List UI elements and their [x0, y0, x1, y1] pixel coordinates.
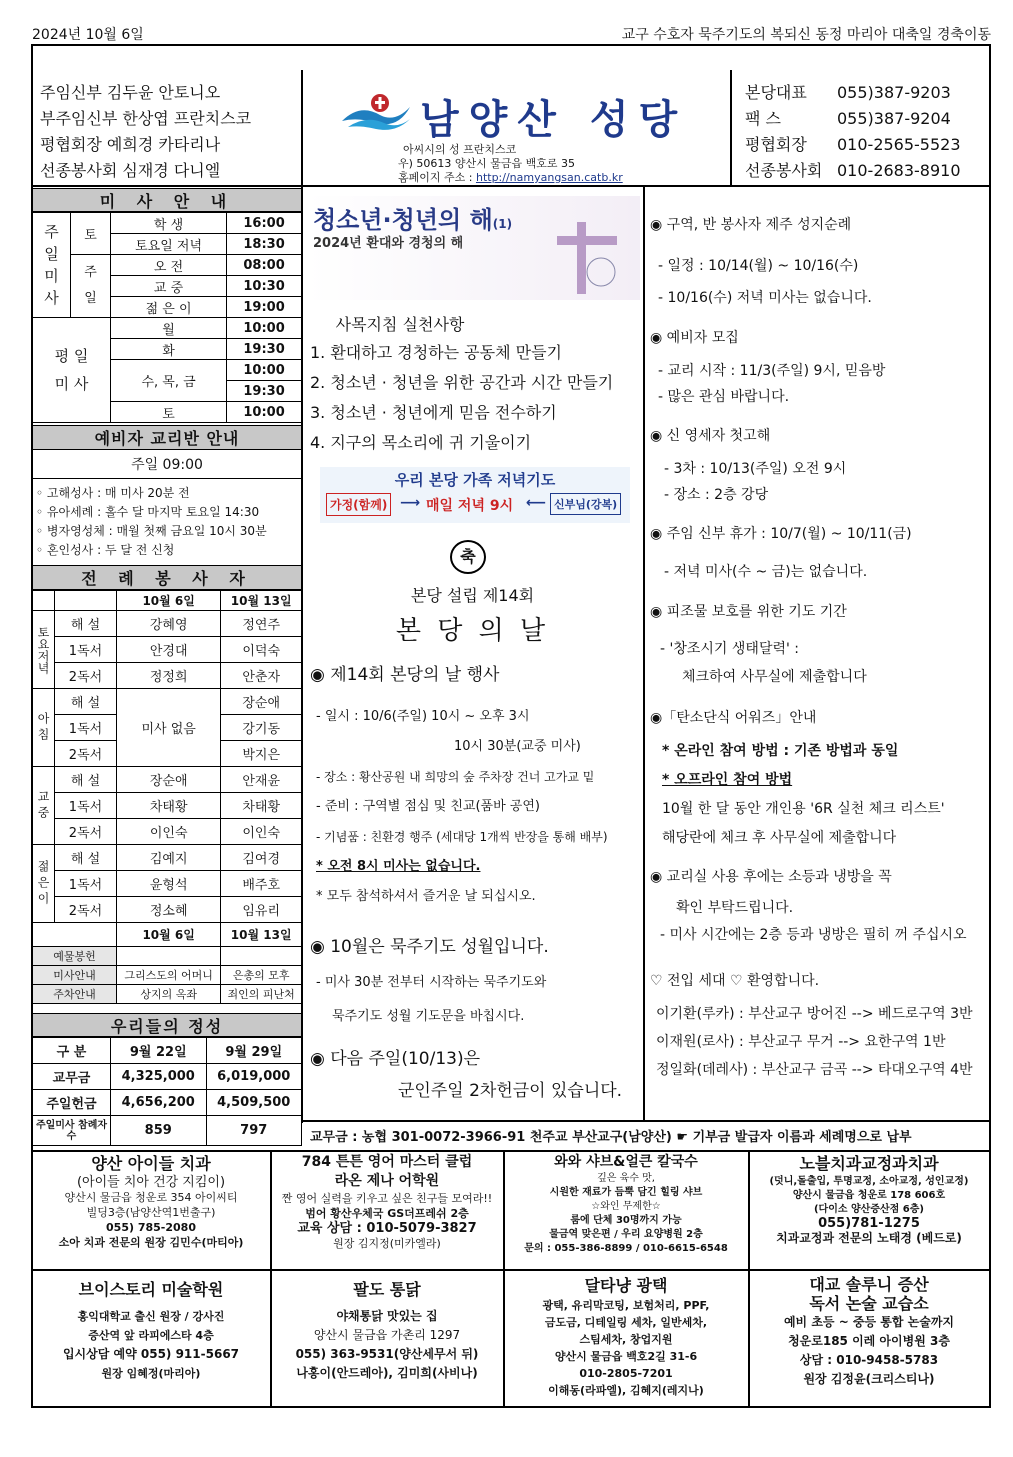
contact-row: 평협회장 010-2565-5523: [745, 135, 961, 154]
notice-heading: ◉ 피조물 보호를 위한 기도 기간: [650, 604, 847, 620]
ad-english-academy: 784 튼튼 영어 마스터 클럽 라온 제나 어학원 짠 영어 실력을 키우고 싶은 친구들 모여라!! 범어 황산우체국 GS더프레쉬 2층 교육 상담 : 010-5079-3827 원장 김지정(미카엘라): [281, 1154, 493, 1250]
notice-heading: ◉「탄소단식 어워즈」안내: [650, 710, 817, 726]
homepage-link[interactable]: http://namyangsan.catb.kr: [475, 171, 623, 184]
notice-body: - 3차 : 10/13(주일) 오전 9시 - 장소 : 2층 강당: [664, 461, 847, 503]
anniversary-subtitle: 본당 설립 제14회: [410, 586, 535, 605]
pastoral-item: 2. 청소년 · 청년을 위한 공간과 시간 만들기: [310, 373, 614, 392]
mass-table: 주 일 미 사 토 학 생 16:00 토요일 저녁 18:30 주 일 오 전 08:00 교 중 10:30 젊 은 이 19:00 평 일 미 사 월 10:00 화 19:30 수, 목, 금 10:00 19:30 토 10:00: [32, 212, 302, 423]
staff-assistant: 부주임신부 한상엽 프란치스코: [40, 109, 252, 128]
church-name: 남양산 성당: [420, 97, 688, 143]
contact-row: 본당대표 055)387-9203: [745, 83, 951, 102]
staff-pastor: 주임신부 김두윤 안토니오: [40, 83, 221, 102]
notice-body: - 저녁 미사(수 ~ 금)는 없습니다.: [664, 564, 868, 580]
sacrament-item: ◦ 혼인성사 : 두 달 전 신청: [36, 543, 175, 557]
rosary-heading: ◉ 10월은 묵주기도 성월입니다.: [310, 937, 549, 957]
ad-orthodontics: 노블치과교정과치과 (덧니,돌출입, 투명교정, 소아교정, 성인교정) 양산시 물금읍 청운로 178 606호 (다이소 양산증산점 6층) 055)781-1275 치과교정과 전문의 노태경 (베드로): [769, 1154, 969, 1245]
ad-art-academy: 브이스토리 미술학원 홍익대학교 출신 원장 / 강사진 증산역 앞 라피에스타 4층 입시상담 예약 055) 911-5667 원장 임혜정(마리아): [62, 1280, 240, 1380]
liturgy-title: 전 례 봉 사 자: [33, 565, 301, 590]
notice-heading: ◉ 구역, 반 봉사자 제주 성지순례: [650, 217, 852, 233]
sacraments-list: [36, 484, 301, 560]
ad-shabu: 와와 샤브&얼큰 칼국수 깊은 육수 맛, 시원한 재료가 듬뿍 담긴 힐링 샤브 ☆와인 무제한☆ 룸에 단체 30명까지 가능 물금역 맞은편 / 우리 요양병원 2층 문의 : 055-386-8899 / 010-6615-6548: [524, 1154, 728, 1254]
contact-row: 선종봉사회 010-2683-8910: [745, 161, 961, 180]
notice-body: - 미사 시간에는 2층 등과 냉방은 필히 꺼 주십시오: [660, 927, 967, 943]
contact-list: [745, 80, 961, 184]
contact-row: 팩 스 055)387-9204: [745, 109, 951, 128]
staff-council: 평협회장 예희경 카타리나: [40, 135, 221, 154]
anniversary-details: - 일시 : 10/6(주일) 10시 ~ 오후 3시 10시 30분(교중 미사) - 장소 : 황산공원 내 희망의 숲 주차장 건너 고가교 밑 - 준비 : 구역별 점심 및 친교(품바 공연) - 기념품 : 친환경 행주 (세대당 1개씩 반장을 통해 배부) * 오전 8시 미사는 없습니다. * 모두 참석하셔서 즐거운 날 되십시오.: [316, 709, 608, 904]
notice-body: - '창조시기 생태달력' : 체크하여 사무실에 제출합니다: [660, 641, 867, 685]
offering-title: 우리들의 정성: [33, 1013, 301, 1037]
rosary-details: - 미사 30분 전부터 시작하는 묵주기도와 묵주기도 성월 기도문을 바칩시다.: [316, 975, 547, 1024]
notice-body: - 일정 : 10/14(월) ~ 10/16(수) - 10/16(수) 저녁 미사는 없습니다.: [658, 258, 872, 306]
staff-funeral: 선종봉사회 심재경 다니엘: [40, 161, 221, 180]
notice-body: * 온라인 참여 방법 : 기존 방법과 동일 * 오프라인 참여 방법 10월 한 달 동안 개인용 '6R 실천 체크 리스트' 해당란에 체크 후 사무실에 제출합니다: [662, 743, 945, 846]
next-sunday-text: 군인주일 2차헌금이 있습니다.: [398, 1081, 623, 1101]
notice-body: - 교리 시작 : 11/3(주일) 9시, 믿음방 - 많은 관심 바랍니다.: [658, 363, 886, 405]
pastoral-item: 1. 환대하고 경청하는 공동체 만들기: [310, 343, 562, 362]
notice-heading: ♡ 전입 세대 ♡ 환영합니다.: [650, 973, 820, 989]
celebration-seal-icon: 축: [450, 540, 486, 574]
sacrament-item: ◦ 유아세례 : 홀수 달 마지막 토요일 14:30: [36, 505, 260, 519]
sacrament-item: ◦ 고해성사 : 매 미사 20분 전: [36, 486, 190, 500]
notice-heading: ◉ 예비자 모집: [650, 330, 739, 346]
prayer-title: 우리 본당 가족 저녁기도: [394, 471, 556, 489]
youth-year-banner: [307, 196, 640, 300]
banner-subtitle: 2024년 환대와 경청의 해: [313, 236, 464, 251]
pastoral-item: 4. 지구의 목소리에 귀 기울이기: [310, 433, 532, 452]
patron: 아씨시의 성 프란치스코: [403, 143, 517, 156]
anniversary-heading: ◉ 제14회 본당의 날 행사: [310, 665, 500, 685]
donation-account: 교무금 : 농협 301-0072-3966-91 천주교 부산교구(남양산) ☛ 기부금 발급자 이름과 세례명으로 납부: [310, 1130, 912, 1145]
mass-title: 미 사 안 내: [33, 188, 301, 212]
weekday-mass-label: 평 일 미 사: [33, 318, 111, 423]
pastoral-item: 3. 청소년 · 청년에게 믿음 전수하기: [310, 403, 557, 422]
staff-list: [40, 80, 295, 184]
ad-chicken: 팔도 통닭 야채통닭 맛있는 집 양산시 물금읍 가촌리 1297 055) 363-9531(양산세무서 뒤) 나홍이(안드레아), 김미희(사비나): [295, 1280, 479, 1380]
prayer-mid: 매일 저녁 9시: [426, 498, 514, 514]
liturgy-table: 10월 6일 10월 13일 토요저녁 해 설 강혜영 정연주 1독서 안경대 이덕숙 2독서 정정희 안춘자 아침 해 설 미사 없음 장순애 1독서 강기동 2독서 박지은 교중 해 설 장순애 안재윤 1독서 차태황 차태황 2독서 이인숙 이인숙 젊은이 해 설 김예지 김여경 1독서 윤형석 배주호 2독서 정소혜 임유리 10월 6일 10월 13일 예물봉헌 미사안내 그리스도의 어머니 은총의 모후 주차안내 상지의 옥좌 죄인의 피난처: [32, 590, 302, 1004]
catechumen-title: 예비자 교리반 안내: [33, 425, 301, 450]
notice-heading: ◉ 교리실 사용 후에는 소등과 냉방을 꼭: [650, 869, 892, 885]
prayer-right: 신부님(강복): [550, 493, 621, 515]
sacrament-item: ◦ 병자영성체 : 매월 첫째 금요일 10시 30분: [36, 524, 267, 538]
issue-date: 2024년 10월 6일: [32, 27, 144, 43]
catechumen-time: 주일 09:00: [33, 452, 301, 479]
offering-table: 구 분 9월 22일 9월 29일 교무금 4,325,000 6,019,000 주일헌금 4,656,200 4,509,500 주일미사 참례자수 859 797: [32, 1037, 302, 1146]
ad-car-polish: 달타냥 광택 광택, 유리막코팅, 보험처리, PPF, 금도금, 디테일링 세차, 일반세차, 스팀세차, 창업지원 양산시 물금읍 백호2길 31-6 010-2805-7201 이해동(라파엘), 김혜지(레지나): [542, 1276, 710, 1397]
ad-essay-school: 대교 솔루니 증산 독서 논술 교습소 예비 초등 ~ 중등 통합 논술까지 청운로185 이레 아이병원 3층 상담 : 010-9458-5783 원장 김정윤(크리스티나): [783, 1275, 955, 1386]
notice-body: 이기환(루카) : 부산교구 방어진 --> 베드로구역 3반 이재원(로사) : 부산교구 무거 --> 요한구역 1반 정일화(데레사) : 부산교구 금곡 --> 타대오구역 4반: [656, 1006, 973, 1078]
sunday-mass-label: 주 일 미 사: [33, 213, 71, 318]
homepage-label: 홈페이지 주소 :: [398, 171, 473, 184]
feast-title: 교구 수호자 묵주기도의 복되신 동정 마리아 대축일 경축이동: [621, 27, 991, 43]
banner-title: 청소년·청년의 해(1): [313, 206, 513, 234]
notice-heading: ◉ 신 영세자 첫고해: [650, 428, 771, 444]
arrow-right-icon: ⟶: [400, 495, 421, 511]
pastoral-title: 사목지침 실천사항: [335, 315, 465, 334]
evening-prayer-box: [320, 467, 630, 523]
homepage-row: [398, 169, 623, 185]
banner-cross-icon: [537, 222, 637, 294]
church-logo-icon: [340, 93, 412, 133]
notice-heading: ◉ 주임 신부 휴가 : 10/7(월) ~ 10/11(금): [650, 526, 912, 542]
anniversary-title: 본 당 의 날: [395, 616, 550, 646]
next-sunday-heading: ◉ 다음 주일(10/13)은: [310, 1049, 481, 1069]
arrow-left-icon: ⟵: [526, 495, 547, 511]
prayer-left: 가정(함께): [326, 493, 391, 516]
notice-heading-line2: 확인 부탁드립니다.: [676, 900, 794, 916]
address: 우) 50613 양산시 물금읍 백호로 35: [398, 157, 576, 170]
ad-dental-kids: 양산 아이들 치과 (아이들 치아 건강 지킴이) 양산시 물금읍 청운로 354 아이씨티 빌딩3층(남양산역1번출구) 055) 785-2080 소아 치과 전문의 원장 김민수(마티아): [58, 1154, 244, 1249]
pastoral-list: [310, 338, 645, 458]
